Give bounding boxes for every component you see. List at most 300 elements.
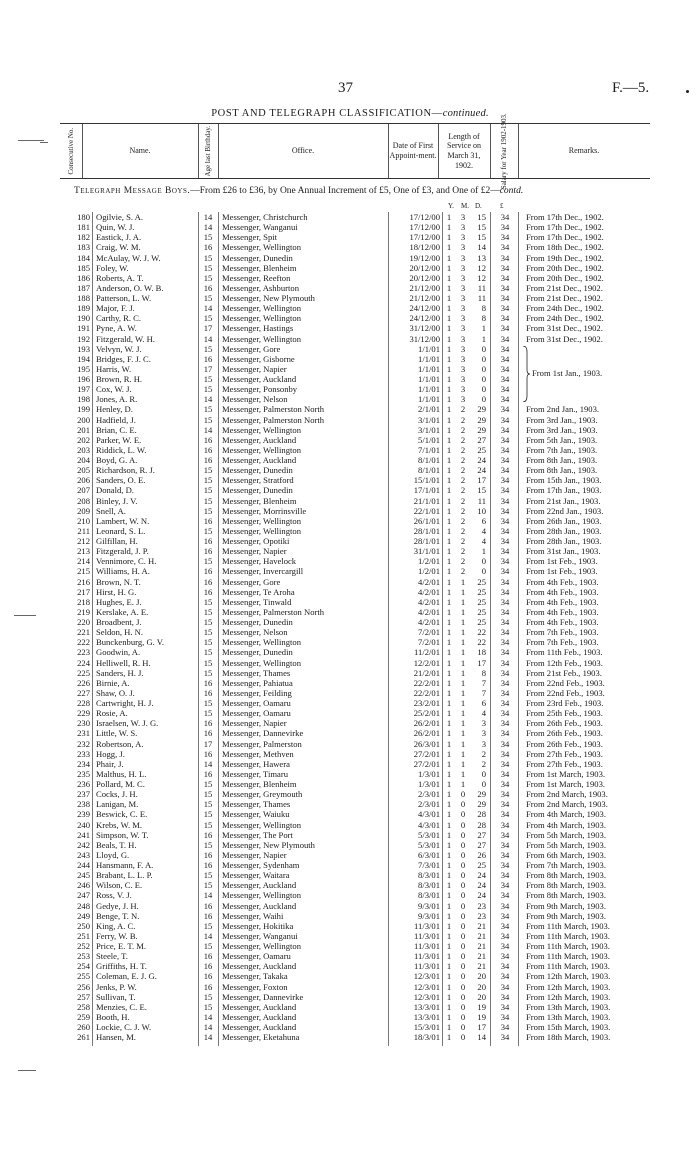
row-remark: From 22nd Jan., 1903. xyxy=(526,505,604,516)
row-days: 18 xyxy=(477,647,486,658)
row-age: 15 xyxy=(203,880,213,891)
row-days: 15 xyxy=(477,485,486,496)
table-row xyxy=(0,425,700,435)
row-number: 227 xyxy=(77,687,90,698)
table-row xyxy=(0,992,700,1002)
row-salary: 34 xyxy=(500,353,510,364)
row-months: 1 xyxy=(460,738,466,749)
row-name: Helliwell, R. H. xyxy=(96,657,151,668)
row-age: 15 xyxy=(203,627,213,638)
row-remark: From 26th Feb., 1903. xyxy=(526,738,603,749)
row-age: 15 xyxy=(203,779,213,789)
row-salary: 34 xyxy=(500,748,510,759)
row-name: Hirst, H. G. xyxy=(96,586,137,597)
row-days: 17 xyxy=(477,657,486,668)
row-name: Riddick, L. W. xyxy=(96,444,147,455)
row-date: 8/3/01 xyxy=(418,870,440,881)
row-remark: From 18th March, 1903. xyxy=(526,1032,611,1043)
row-name: Williams, H. A. xyxy=(96,566,150,577)
row-number: 197 xyxy=(77,384,90,395)
row-date: 8/3/01 xyxy=(418,890,440,901)
row-name: Major, F. J. xyxy=(96,303,135,314)
row-days: 27 xyxy=(477,839,486,850)
row-number: 254 xyxy=(77,961,90,972)
row-months: 2 xyxy=(460,556,466,567)
row-days: 25 xyxy=(477,617,486,627)
row-remark: From 7th Feb., 1903. xyxy=(526,627,599,638)
row-remark: From 21st Dec., 1902. xyxy=(526,293,603,303)
row-years: 1 xyxy=(446,819,452,830)
row-office: Messenger, Thames xyxy=(222,799,291,810)
table-row xyxy=(0,678,700,688)
row-days: 11 xyxy=(477,495,486,506)
row-years: 1 xyxy=(446,961,452,972)
row-days: 17 xyxy=(477,1022,486,1032)
row-years: 1 xyxy=(446,303,452,314)
row-remark: From 2nd March, 1903. xyxy=(526,789,608,800)
row-years: 1 xyxy=(446,981,452,992)
row-days: 14 xyxy=(477,242,486,253)
row-age: 14 xyxy=(203,930,213,941)
row-name: Cocks, J. H. xyxy=(96,789,138,800)
row-office: Messenger, Nelson xyxy=(222,394,288,405)
row-number: 228 xyxy=(77,698,90,708)
row-office: Messenger, Wellington xyxy=(222,333,302,344)
row-remark: From 31st Dec., 1902. xyxy=(526,323,603,334)
page-title: POST AND TELEGRAPH CLASSIFICATION—continued. xyxy=(211,108,489,119)
row-date: 9/3/01 xyxy=(418,910,440,921)
row-years: 1 xyxy=(446,242,452,253)
row-date: 22/2/01 xyxy=(413,677,440,688)
row-years: 1 xyxy=(446,536,452,546)
row-salary: 34 xyxy=(500,404,510,415)
table-row xyxy=(0,971,700,981)
row-age: 15 xyxy=(203,485,213,496)
table-row xyxy=(0,668,700,678)
brace-mark xyxy=(522,346,530,402)
row-years: 1 xyxy=(446,738,452,749)
row-name: Boyd, G. A. xyxy=(96,455,138,465)
header-date: Date of First Appoint-ment. xyxy=(389,141,437,160)
row-age: 15 xyxy=(203,374,213,384)
row-number: 235 xyxy=(77,768,90,779)
row-remark: From 26th Feb., 1903. xyxy=(526,718,603,729)
row-name: Hogg, J. xyxy=(96,748,125,759)
table-row xyxy=(0,303,700,313)
row-number: 207 xyxy=(77,485,90,496)
row-days: 15 xyxy=(477,222,486,233)
row-remark: From 26th Feb., 1903. xyxy=(526,728,603,739)
row-date: 7/1/01 xyxy=(418,444,440,455)
row-remark: From 22nd Feb., 1903. xyxy=(526,677,605,688)
row-office: Messenger, New Plymouth xyxy=(222,293,315,303)
row-salary: 34 xyxy=(500,596,510,607)
row-office: Messenger, Blenheim xyxy=(222,779,297,789)
row-office: Messenger, Dannevirke xyxy=(222,728,304,739)
row-name: Ferry, W. B. xyxy=(96,930,138,941)
row-salary: 34 xyxy=(500,212,510,222)
row-salary: 34 xyxy=(500,698,510,708)
row-salary: 34 xyxy=(500,333,510,344)
row-days: 25 xyxy=(477,586,486,597)
row-name: Foley, W. xyxy=(96,262,129,273)
row-remark: From 9th March, 1903. xyxy=(526,910,606,921)
row-salary: 34 xyxy=(500,738,510,749)
row-years: 1 xyxy=(446,941,452,951)
row-salary: 34 xyxy=(500,981,510,992)
row-months: 0 xyxy=(460,789,466,800)
row-date: 5/1/01 xyxy=(418,434,440,445)
row-days: 25 xyxy=(477,860,486,870)
row-number: 215 xyxy=(77,566,90,577)
row-remark: From 3rd Jan., 1903. xyxy=(526,414,598,425)
brace-remark: From 1st Jan., 1903. xyxy=(532,368,603,378)
row-office: Messenger, Wanganui xyxy=(222,930,298,941)
row-months: 3 xyxy=(460,272,466,283)
table-row xyxy=(0,263,700,273)
row-days: 3 xyxy=(481,718,486,729)
row-years: 1 xyxy=(446,404,452,415)
row-name: Israelsen, W. J. G. xyxy=(96,718,159,729)
row-date: 7/3/01 xyxy=(418,860,440,870)
row-number: 231 xyxy=(77,728,90,739)
row-remark: From 4th Feb., 1903. xyxy=(526,576,599,587)
row-number: 246 xyxy=(77,880,90,891)
row-salary: 34 xyxy=(500,282,510,293)
row-date: 1/1/01 xyxy=(418,363,440,374)
row-name: Parker, W. E. xyxy=(96,434,142,445)
row-date: 23/2/01 xyxy=(413,698,440,708)
row-days: 4 xyxy=(481,708,486,719)
row-office: Messenger, Waitara xyxy=(222,870,290,881)
row-date: 27/2/01 xyxy=(413,748,440,759)
row-office: Messenger, Dunedin xyxy=(222,252,293,263)
row-date: 26/3/01 xyxy=(413,738,440,749)
row-months: 0 xyxy=(460,870,466,881)
unit-months: M. xyxy=(461,202,469,210)
row-name: Sullivan, T. xyxy=(96,991,136,1002)
row-remark: From 8th March, 1903. xyxy=(526,870,606,881)
row-age: 14 xyxy=(203,1011,213,1022)
row-office: Messenger, Palmerston North xyxy=(222,606,325,617)
row-number: 249 xyxy=(77,910,90,921)
row-days: 6 xyxy=(481,698,486,708)
row-date: 4/2/01 xyxy=(418,617,440,627)
row-remark: From 19th Dec., 1902. xyxy=(526,252,604,263)
row-number: 236 xyxy=(77,779,90,789)
row-years: 1 xyxy=(446,455,452,465)
row-office: Messenger, Dunedin xyxy=(222,617,293,627)
row-age: 15 xyxy=(203,789,213,800)
row-date: 5/3/01 xyxy=(418,839,440,850)
row-years: 1 xyxy=(446,576,452,587)
row-months: 1 xyxy=(460,728,466,739)
row-remark: From 23rd Feb., 1903. xyxy=(526,698,604,708)
row-days: 15 xyxy=(477,212,486,222)
row-age: 16 xyxy=(203,768,213,779)
table-row xyxy=(0,931,700,941)
row-office: Messenger, Auckland xyxy=(222,880,297,891)
row-days: 2 xyxy=(481,758,486,769)
row-age: 14 xyxy=(203,394,213,405)
row-number: 200 xyxy=(77,414,90,425)
row-months: 0 xyxy=(460,839,466,850)
row-years: 1 xyxy=(446,849,452,860)
table-row xyxy=(0,465,700,475)
margin-mark xyxy=(40,142,48,143)
row-months: 3 xyxy=(460,394,466,405)
row-months: 3 xyxy=(460,303,466,314)
row-age: 15 xyxy=(203,556,213,567)
row-number: 202 xyxy=(77,434,90,445)
row-date: 8/1/01 xyxy=(418,455,440,465)
row-date: 1/1/01 xyxy=(418,343,440,354)
row-name: Lloyd, G. xyxy=(96,849,130,860)
row-days: 25 xyxy=(477,606,486,617)
row-months: 0 xyxy=(460,1022,466,1032)
row-date: 11/3/01 xyxy=(414,920,440,931)
row-office: Messenger, Dunedin xyxy=(222,485,293,496)
row-months: 2 xyxy=(460,404,466,415)
row-office: Messenger, Wellington xyxy=(222,242,302,253)
row-days: 1 xyxy=(481,323,486,334)
row-name: Harris, W. xyxy=(96,363,132,374)
row-name: Patterson, L. W. xyxy=(96,293,152,303)
row-months: 1 xyxy=(460,677,466,688)
row-days: 17 xyxy=(477,475,486,486)
row-name: Bunckenburg, G. V. xyxy=(96,637,165,648)
row-salary: 34 xyxy=(500,455,510,465)
row-months: 0 xyxy=(460,1032,466,1043)
row-years: 1 xyxy=(446,779,452,789)
row-date: 18/12/00 xyxy=(409,242,440,253)
row-age: 15 xyxy=(203,941,213,951)
row-salary: 34 xyxy=(500,424,510,435)
row-name: Fitzgerald, W. H. xyxy=(96,333,155,344)
row-office: Messenger, Wellington xyxy=(222,819,302,830)
row-office: Messenger, Blenheim xyxy=(222,262,297,273)
row-office: Messenger, Nelson xyxy=(222,627,288,638)
table-row xyxy=(0,921,700,931)
table-row xyxy=(0,334,700,344)
row-age: 16 xyxy=(203,748,213,759)
row-remark: From 21st Feb., 1903. xyxy=(526,667,602,678)
row-number: 251 xyxy=(77,930,90,941)
table-row xyxy=(0,708,700,718)
row-age: 15 xyxy=(203,809,213,820)
row-years: 1 xyxy=(446,475,452,486)
row-salary: 34 xyxy=(500,475,510,486)
row-office: Messenger, Oamaru xyxy=(222,698,291,708)
row-age: 15 xyxy=(203,414,213,425)
unit-pound: £ xyxy=(500,202,504,210)
row-office: Messenger, Takaka xyxy=(222,971,288,982)
row-years: 1 xyxy=(446,910,452,921)
row-salary: 34 xyxy=(500,617,510,627)
row-number: 183 xyxy=(77,242,90,253)
row-number: 258 xyxy=(77,1001,90,1012)
row-date: 13/3/01 xyxy=(413,1001,440,1012)
row-salary: 34 xyxy=(500,789,510,800)
row-age: 16 xyxy=(203,728,213,739)
row-days: 3 xyxy=(481,738,486,749)
header-remarks: Remarks. xyxy=(568,146,600,156)
row-office: Messenger, Foxton xyxy=(222,981,288,992)
table-row xyxy=(0,860,700,870)
row-months: 3 xyxy=(460,242,466,253)
row-years: 1 xyxy=(446,1032,452,1043)
row-remark: From 11th March, 1903. xyxy=(526,920,610,931)
table-row xyxy=(0,283,700,293)
row-office: Messenger, Waihi xyxy=(222,910,284,921)
row-remark: From 11th Feb., 1903. xyxy=(526,647,603,658)
row-months: 2 xyxy=(460,434,466,445)
row-days: 13 xyxy=(477,252,486,263)
row-date: 11/3/01 xyxy=(414,941,440,951)
row-office: Messenger, Stratford xyxy=(222,475,294,486)
unit-years: Y. xyxy=(448,202,454,210)
row-number: 194 xyxy=(77,353,90,364)
row-days: 19 xyxy=(477,1001,486,1012)
row-salary: 34 xyxy=(500,414,510,425)
row-number: 203 xyxy=(77,444,90,455)
row-remark: From 17th Jan., 1903. xyxy=(526,485,602,496)
row-date: 17/12/00 xyxy=(409,222,440,233)
row-age: 15 xyxy=(203,343,213,354)
row-name: McAulay, W. J. W. xyxy=(96,252,161,263)
row-days: 7 xyxy=(481,677,486,688)
row-salary: 34 xyxy=(500,546,510,557)
row-number: 190 xyxy=(77,313,90,324)
row-name: Jones, A. R. xyxy=(96,394,138,405)
row-age: 14 xyxy=(203,222,213,233)
row-name: Brabant, L. L. P. xyxy=(96,870,153,881)
row-salary: 34 xyxy=(500,222,510,233)
table-row xyxy=(0,232,700,242)
row-years: 1 xyxy=(446,860,452,870)
row-age: 15 xyxy=(203,232,213,243)
table-row xyxy=(0,485,700,495)
row-number: 247 xyxy=(77,890,90,901)
row-office: Messenger, Auckland xyxy=(222,1001,297,1012)
row-office: Messenger, Wellington xyxy=(222,444,302,455)
table-row xyxy=(0,911,700,921)
row-salary: 34 xyxy=(500,505,510,516)
header-age: Age last Birthday. xyxy=(203,125,212,177)
row-age: 14 xyxy=(203,1022,213,1032)
header-salary: Salary for Year 1902-1903. xyxy=(499,112,508,189)
row-remark: From 27th Feb., 1903. xyxy=(526,758,603,769)
row-name: Kerslake, A. E. xyxy=(96,606,149,617)
row-salary: 34 xyxy=(500,708,510,719)
row-age: 15 xyxy=(203,698,213,708)
row-number: 188 xyxy=(77,293,90,303)
row-name: Little, W. S. xyxy=(96,728,138,739)
row-date: 7/2/01 xyxy=(418,627,440,638)
row-age: 16 xyxy=(203,455,213,465)
row-months: 1 xyxy=(460,647,466,658)
row-office: Messenger, Wellington xyxy=(222,657,302,668)
row-remark: From 9th March, 1903. xyxy=(526,900,606,911)
row-months: 3 xyxy=(460,262,466,273)
row-years: 1 xyxy=(446,971,452,982)
row-date: 18/3/01 xyxy=(413,1032,440,1043)
row-days: 4 xyxy=(481,525,486,536)
row-date: 31/12/00 xyxy=(409,323,440,334)
row-days: 14 xyxy=(477,1032,486,1043)
table-row xyxy=(0,901,700,911)
row-number: 211 xyxy=(77,525,90,536)
row-years: 1 xyxy=(446,232,452,243)
row-remark: From 4th Feb., 1903. xyxy=(526,617,599,627)
row-number: 253 xyxy=(77,951,90,962)
row-date: 4/2/01 xyxy=(418,596,440,607)
row-remark: From 18th Dec., 1902. xyxy=(526,242,604,253)
row-number: 198 xyxy=(77,394,90,405)
row-years: 1 xyxy=(446,586,452,597)
row-years: 1 xyxy=(446,900,452,911)
row-salary: 34 xyxy=(500,819,510,830)
row-number: 250 xyxy=(77,920,90,931)
row-months: 1 xyxy=(460,687,466,698)
row-years: 1 xyxy=(446,890,452,901)
row-months: 3 xyxy=(460,374,466,384)
row-remark: From 12th March, 1903. xyxy=(526,971,611,982)
row-number: 219 xyxy=(77,606,90,617)
row-date: 27/2/01 xyxy=(413,758,440,769)
row-office: Messenger, Gore xyxy=(222,343,281,354)
row-months: 2 xyxy=(460,424,466,435)
row-remark: From 8th Jan., 1903. xyxy=(526,465,598,476)
table-row xyxy=(0,658,700,668)
table-row xyxy=(0,718,700,728)
row-number: 233 xyxy=(77,748,90,759)
row-days: 3 xyxy=(481,728,486,739)
row-salary: 34 xyxy=(500,434,510,445)
row-years: 1 xyxy=(446,829,452,840)
row-months: 0 xyxy=(460,809,466,820)
row-days: 21 xyxy=(477,961,486,972)
row-days: 29 xyxy=(477,414,486,425)
row-name: Velvyn, W. J. xyxy=(96,343,142,354)
row-days: 0 xyxy=(481,374,486,384)
row-number: 225 xyxy=(77,667,90,678)
row-months: 3 xyxy=(460,232,466,243)
table-row xyxy=(0,961,700,971)
row-remark: From 28th Jan., 1903. xyxy=(526,525,602,536)
row-remark: From 7th Feb., 1903. xyxy=(526,637,599,648)
row-years: 1 xyxy=(446,708,452,719)
row-salary: 34 xyxy=(500,961,510,972)
row-salary: 34 xyxy=(500,647,510,658)
row-months: 3 xyxy=(460,333,466,344)
row-number: 221 xyxy=(77,627,90,638)
row-age: 16 xyxy=(203,566,213,577)
row-name: Bridges, F. J. C. xyxy=(96,353,151,364)
table-row xyxy=(0,506,700,516)
table-row xyxy=(0,253,700,263)
row-months: 0 xyxy=(460,1011,466,1022)
row-months: 2 xyxy=(460,485,466,496)
ink-dot xyxy=(686,90,689,93)
row-office: Messenger, Hawera xyxy=(222,758,290,769)
table-row xyxy=(0,769,700,779)
row-salary: 34 xyxy=(500,809,510,820)
row-remark: From 31st Dec., 1902. xyxy=(526,333,603,344)
row-years: 1 xyxy=(446,424,452,435)
row-date: 4/3/01 xyxy=(418,809,440,820)
row-office: Messenger, Wellington xyxy=(222,303,302,314)
